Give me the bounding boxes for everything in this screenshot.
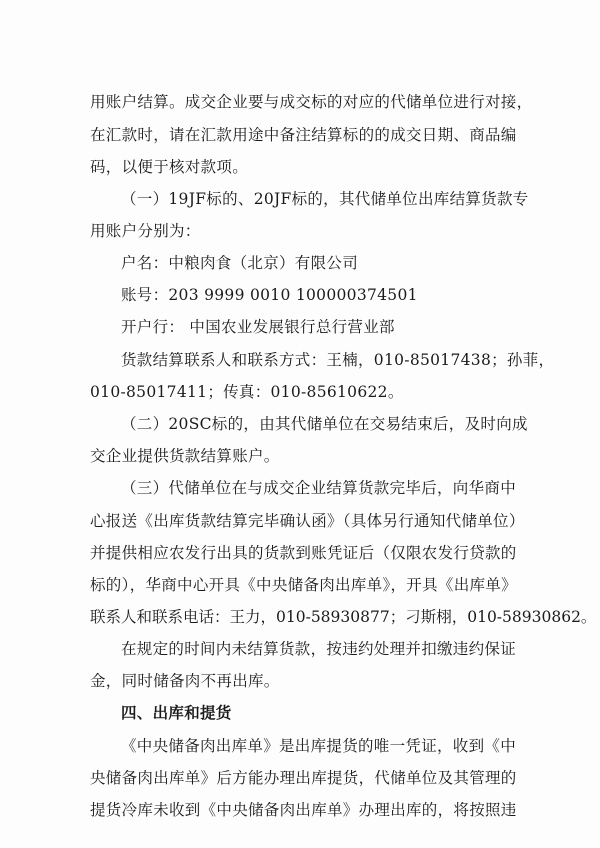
account-number-line: 账号：203 9999 0010 100000374501 (121, 286, 418, 304)
paragraph-line: 交企业提供货款结算账户。 (90, 447, 280, 465)
section-heading: 四、出库和提货 (121, 704, 232, 722)
account-name-line: 户名：中粮肉食（北京）有限公司 (121, 254, 359, 272)
contact-line: 010-85017411；传真：010-85610622。 (90, 383, 404, 401)
paragraph-line: 央储备肉出库单》后方能办理出库提货，代储单位及其管理的 (90, 769, 517, 787)
paragraph-line: 并提供相应农发行出具的货款到账凭证后（仅限农发行贷款的 (90, 544, 517, 562)
paragraph-line: 用账户分别为： (90, 222, 201, 240)
paragraph-line: 提货冷库未收到《中央储备肉出库单》办理出库的，将按照违 (90, 801, 517, 819)
paragraph-line: 在汇款时，请在汇款用途中备注结算标的的成交日期、商品编 (90, 126, 517, 144)
paragraph-line: 用账户结算。成交企业要与成交标的对应的代储单位进行对接， (90, 93, 533, 111)
paragraph-line: （三）代储单位在与成交企业结算货款完毕后，向华商中 (121, 479, 517, 497)
paragraph-line: 联系人和联系电话：王力，010-58930877；刁斯栩，010-58930862。 (90, 608, 597, 626)
contact-line: 货款结算联系人和联系方式：王楠，010-85017438；孙菲， (121, 351, 555, 369)
paragraph-line: 标的），华商中心开具《中央储备肉出库单》，开具《出库单》 (90, 576, 517, 594)
paragraph-line: 码，以便于核对款项。 (90, 158, 249, 176)
paragraph-line: （一）19JF标的、20JF标的，其代储单位出库结算货款专 (121, 190, 529, 208)
paragraph-line: 在规定的时间内未结算货款，按违约处理并扣缴违约保证 (121, 640, 517, 658)
paragraph-line: 《中央储备肉出库单》是出库提货的唯一凭证，收到《中 (121, 737, 517, 755)
paragraph-line: （二）20SC标的，由其代储单位在交易结束后，及时向成 (121, 415, 528, 433)
paragraph-line: 心报送《出库货款结算完毕确认函》（具体另行通知代储单位） (90, 512, 525, 530)
paragraph-line: 金，同时储备肉不再出库。 (90, 672, 280, 690)
bank-line: 开户行： 中国农业发展银行总行营业部 (121, 318, 395, 336)
